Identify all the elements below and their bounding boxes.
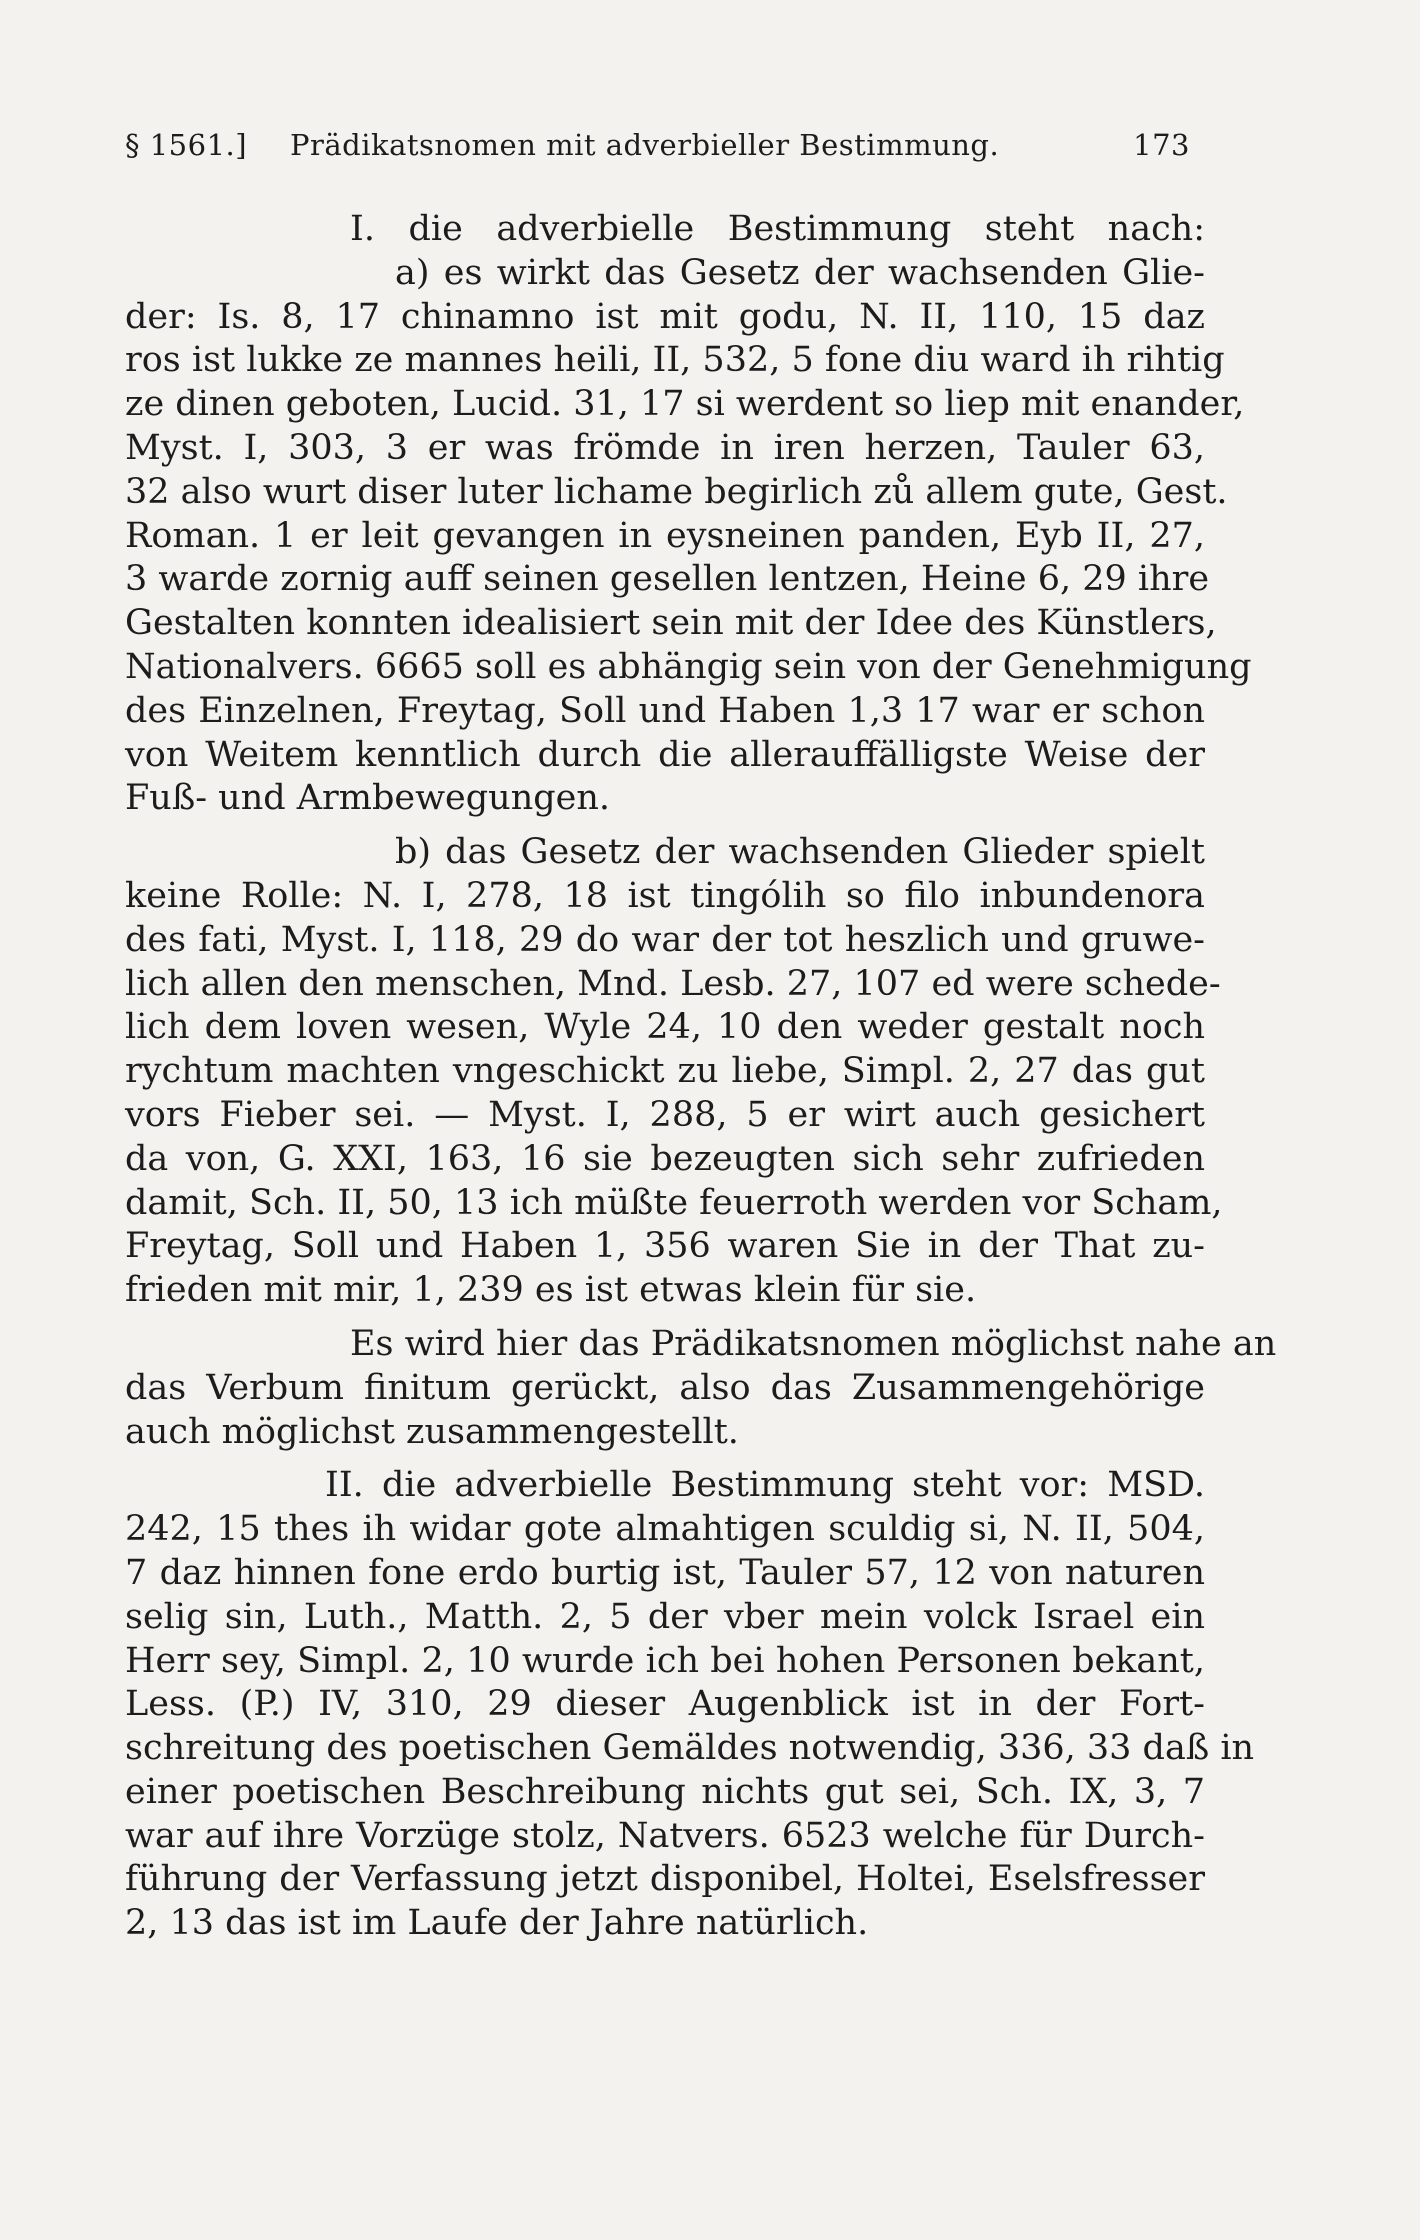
text-line: frieden mit mir, 1, 239 es ist etwas klein für sie. xyxy=(125,1270,977,1311)
text-line: lich dem loven wesen, Wyle 24, 10 den weder gestalt noch xyxy=(125,1007,1205,1048)
text-line: lich allen den menschen, Mnd. Lesb. 27, 107 ed were schede- xyxy=(125,963,1221,1004)
text-line: Myst. I, 303, 3 er was frömde in iren herzen, Tauler 63, xyxy=(125,427,1205,468)
text-line: auch möglichst zusammengestellt. xyxy=(125,1411,739,1452)
text-line: ze dinen geboten, Lucid. 31, 17 si werdent so liep mit enander, xyxy=(125,384,1245,425)
text-line: 2, 13 das ist im Laufe der Jahre natürlich. xyxy=(125,1903,869,1944)
page-number: 173 xyxy=(1133,128,1190,162)
text-line: 3 warde zornig auff seinen gesellen lentzen, Heine 6, 29 ihre xyxy=(125,559,1210,600)
text-line: Gestalten konnten idealisiert sein mit der Idee des Künstlers, xyxy=(125,603,1217,644)
subpoint-b-line: b) das Gesetz der wachsenden Glieder spielt xyxy=(395,832,1205,873)
text-line: des Einzelnen, Freytag, Soll und Haben 1,3 17 war er schon xyxy=(125,690,1205,731)
text-line: führung der Verfassung jetzt disponibel, Holtei, Eselsfresser xyxy=(125,1859,1205,1900)
heading-point-two: II. die adverbielle Bestimmung steht vor: MSD. xyxy=(325,1465,1205,1506)
text-line: Nationalvers. 6665 soll es abhängig sein von der Genehmigung xyxy=(125,646,1252,687)
running-title: Prädikatsnomen mit adverbieller Bestimmung. xyxy=(290,128,1000,162)
heading-point-one: I. die adverbielle Bestimmung steht nach: xyxy=(350,209,1205,249)
text-line: einer poetischen Beschreibung nichts gut sei, Sch. IX, 3, 7 xyxy=(125,1771,1205,1812)
text-line: schreitung des poetischen Gemäldes notwendig, 336, 33 daß in xyxy=(125,1728,1255,1769)
text-line: ros ist lukke ze mannes heili, II, 532, 5 fone diu ward ih rihtig xyxy=(125,340,1225,381)
text-line: damit, Sch. II, 50, 13 ich müßte feuerroth werden vor Scham, xyxy=(125,1182,1223,1223)
text-line: 242, 15 thes ih widar gote almahtigen sculdig si, N. II, 504, xyxy=(125,1509,1205,1550)
section-reference: § 1561.] xyxy=(125,128,248,162)
text-line: vors Fieber sei. — Myst. I, 288, 5 er wirt auch gesichert xyxy=(125,1094,1205,1135)
text-line: rychtum machten vngeschickt zu liebe, Simpl. 2, 27 das gut xyxy=(125,1051,1205,1092)
text-line: von Weitem kenntlich durch die allerauffälligste Weise der xyxy=(125,734,1205,775)
main-text xyxy=(125,208,1277,1946)
running-header xyxy=(125,128,1190,162)
text-line: da von, G. XXI, 163, 16 sie bezeugten sich sehr zufrieden xyxy=(125,1138,1205,1179)
text-line: das Verbum finitum gerückt, also das Zusammengehörige xyxy=(125,1367,1205,1408)
text-line: 7 daz hinnen fone erdo burtig ist, Tauler 57, 12 von naturen xyxy=(125,1552,1205,1593)
text-line: des fati, Myst. I, 118, 29 do war der tot heszlich und gruwe- xyxy=(125,919,1205,960)
text-line: selig sin, Luth., Matth. 2, 5 der vber mein volck Israel ein xyxy=(125,1596,1205,1637)
text-line: Herr sey, Simpl. 2, 10 wurde ich bei hohen Personen bekant, xyxy=(125,1640,1205,1681)
remark-line: Es wird hier das Prädikatsnomen möglichst nahe an xyxy=(350,1323,1277,1364)
text-line: war auf ihre Vorzüge stolz, Natvers. 6523 welche für Durch- xyxy=(125,1815,1205,1856)
text-line: 32 also wurt diser luter lichame begirlich zů allem gute, Gest. xyxy=(125,471,1228,512)
subpoint-a-line: a) es wirkt das Gesetz der wachsenden Glie- xyxy=(395,252,1205,293)
text-line: Roman. 1 er leit gevangen in eysneinen panden, Eyb II, 27, xyxy=(125,515,1205,556)
text-line: Fuß- und Armbewegungen. xyxy=(125,778,611,819)
text-line: der: Is. 8, 17 chinamno ist mit godu, N. II, 110, 15 daz xyxy=(125,296,1205,337)
text-line: Less. (P.) IV, 310, 29 dieser Augenblick ist in der Fort- xyxy=(125,1684,1205,1725)
text-line: Freytag, Soll und Haben 1, 356 waren Sie in der That zu- xyxy=(125,1226,1205,1267)
text-line: keine Rolle: N. I, 278, 18 ist tingólih so filo inbundenora xyxy=(125,875,1205,916)
